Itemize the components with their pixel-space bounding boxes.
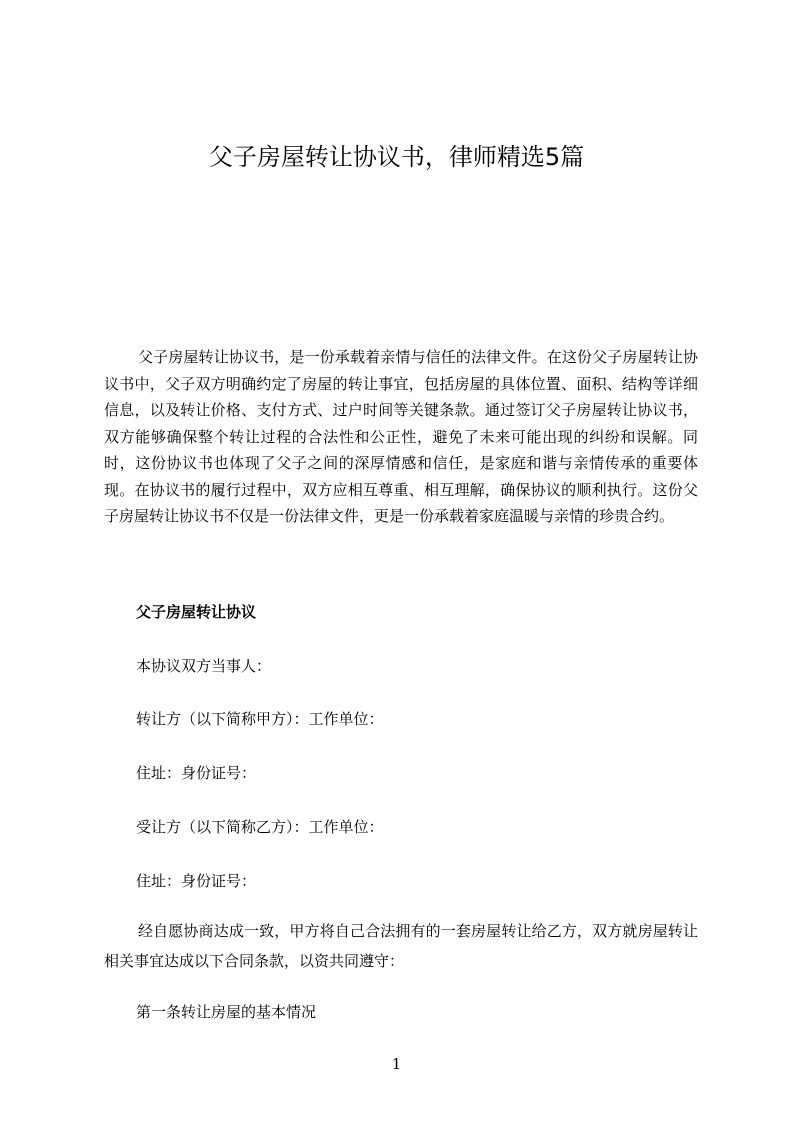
article1-heading: 第一条转让房屋的基本情况 bbox=[136, 1003, 317, 1021]
document-title: 父子房屋转让协议书，律师精选5篇 bbox=[208, 143, 585, 171]
consensus-paragraph: 经自愿协商达成一致，甲方将自己合法拥有的一套房屋转让给乙方，双方就房屋转让相关事宜达成以下合同条款，以资共同遵守： bbox=[104, 922, 698, 970]
parties-label: 本协议双方当事人： bbox=[136, 657, 272, 675]
transferee-address-line: 住址：身份证号： bbox=[136, 872, 257, 890]
transferor-address-line: 住址：身份证号： bbox=[136, 764, 257, 782]
transferee-line: 受让方（以下简称乙方）：工作单位： bbox=[136, 818, 384, 836]
transferor-line: 转让方（以下简称甲方）：工作单位： bbox=[136, 710, 384, 728]
page-number: 1 bbox=[391, 1055, 402, 1073]
intro-paragraph: 父子房屋转让协议书，是一份承载着亲情与信任的法律文件。在这份父子房屋转让协议书中，父子双方明确约定了房屋的转让事宜，包括房屋的具体位置、面积、结构等详细信息，以及转让价格、支付方式、过户时间等关键条款。通过签订父子房屋转让协议书，双方能够确保整个转让过程的合法性和公正性，避免了未来可能出现的纠纷和误解。同时，这份协议书也体现了父子之间的深厚情感和信任，是家庭和谐与亲情传承的重要体现。在协议书的履行过程中，双方应相互尊重、相互理解，确保协议的顺利执行。这份父子房屋转让协议书不仅是一份法律文件，更是一份承载着家庭温暖与亲情的珍贵合约。 bbox=[104, 348, 698, 525]
agreement-heading: 父子房屋转让协议 bbox=[136, 603, 257, 621]
